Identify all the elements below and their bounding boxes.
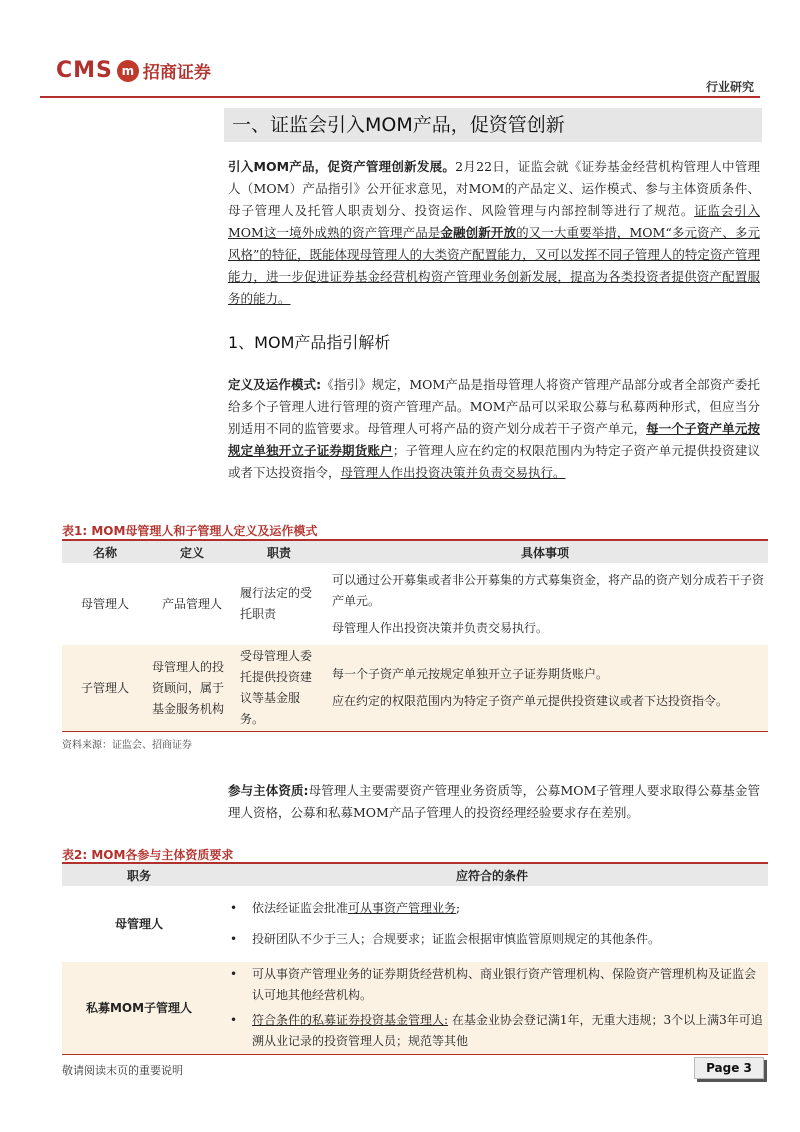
condition-text-post: ; (456, 901, 461, 915)
definition-paragraph (228, 374, 760, 484)
logo-mark-icon: m (117, 60, 139, 82)
table-row (62, 886, 768, 962)
table2-caption: 表2: MOM各参与主体资质要求 (62, 848, 234, 862)
intro-sentence-1: 2月22日，证监会就《证券基金经营机构管理人中管理人（MOM）产品指引》公开征求意见，对MOM的产品定义、运作模式、参与主体资质条件、母子管理人及托管人职责划分、投资运作、风险管理与内部控制等进行了规范。 (228, 159, 760, 218)
table1-header-details: 具体事项 (520, 545, 569, 560)
definition-sentence-4: 母管理人作出投资决策并负责交易执行。 (340, 465, 566, 480)
table2-cell-conditions (216, 964, 768, 1052)
table2-condition-item (226, 929, 764, 950)
logo-chinese: 招商证券 (142, 63, 211, 83)
page-number: Page 3 (694, 1057, 764, 1079)
table2 (62, 862, 768, 1055)
page-header (40, 52, 760, 92)
condition-text: 依法经证监会批准 (252, 901, 349, 915)
header-divider (40, 96, 760, 98)
cms-logo (56, 58, 211, 83)
intro-sentence-2a: 证监会引入MOM这一境外成熟的资产管理产品是 (228, 203, 760, 240)
table1-header-definition: 定义 (179, 545, 204, 560)
table2-cell-conditions (216, 898, 768, 950)
table1-cell-details (322, 570, 768, 639)
condition-underlined: 可从事资产管理业务 (348, 901, 457, 915)
intro-emphasis: 金融创新开放 (440, 225, 517, 240)
definition-emphasis: 每一个子资产单元按规定单独开立子证券期货账户 (228, 421, 760, 458)
qualification-lead: 参与主体资质 (228, 783, 304, 798)
table1-caption: 表1: MOM母管理人和子管理人定义及运作模式 (62, 524, 318, 538)
table1-cell-name: 子管理人 (80, 680, 129, 695)
condition-underlined: 符合条件的私募证券投资基金管理人: (252, 1013, 449, 1027)
section-heading: 一、证监会引入MOM产品，促资管创新 (224, 108, 762, 142)
footer-divider (62, 1054, 226, 1055)
table-row (62, 962, 768, 1054)
intro-sentence-2c: 的又一大重要举措，MOM“多元资产、多元风格”的特征，既能体现母管理人的大类资产配置能力，又可以发挥不同子管理人的特定资产管理能力，进一步促进证券基金经营机构资产管理业务创新发展，提高为各类投资者提供资产配置服务的能力。 (228, 225, 760, 306)
table1-header-duty: 职责 (266, 545, 291, 560)
condition-text: 投研团队不少于三人；合规要求；证监会根据审慎监管原则规定的其他条件。 (252, 932, 661, 946)
definition-colon: : (316, 377, 322, 392)
table2-cell-role: 私募MOM子管理人 (85, 1000, 193, 1015)
condition-text-post: 在基金业协会登记满1年，无重大违规；3个以上满3年可追溯从业记录的投资管理人员；规范等其他 (252, 1013, 763, 1048)
condition-text: 可从事资产管理业务的证券期货经营机构、商业银行资产管理机构、保险资产管理机构及证监会认可地其他经营机构。 (252, 967, 757, 1002)
table2-condition-item (226, 898, 764, 919)
table1-detail-item: 每一个子资产单元按规定单独开立子证券期货账户。 (332, 667, 609, 681)
table2-header-conditions: 应符合的条件 (455, 868, 528, 883)
definition-sentence-3: ；子管理人应在约定的权限范围内为特定子资产单元提供投资建议或者下达投资指令， (228, 443, 760, 480)
intro-lead: 引入MOM产品，促资产管理创新发展。 (228, 159, 456, 174)
table1-source: 资料来源：证监会、招商证券 (62, 740, 192, 751)
report-section-label: 行业研究 (705, 80, 754, 94)
footer-disclaimer-note: 敬请阅读末页的重要说明 (62, 1064, 183, 1077)
qualification-colon: : (303, 783, 309, 798)
table1-header-row (62, 541, 768, 563)
table1-cell-name: 母管理人 (80, 596, 129, 611)
table-row (62, 645, 768, 731)
table2-condition-item (226, 964, 764, 1006)
table1-cell-duty: 受母管理人委托提供投资建议等基金服务。 (240, 649, 313, 726)
intro-paragraph (228, 156, 760, 310)
table1 (62, 539, 768, 732)
table1-detail-item: 母管理人作出投资决策并负责交易执行。 (332, 620, 549, 635)
table2-condition-item (226, 1010, 764, 1052)
definition-sentence-1: 《指引》规定，MOM产品是指母管理人将资产管理产品部分或者全部资产委托给多个子管理人进行管理的资产管理产品。MOM产品可以采取公募与私募两种形式，但应当分别适用不同的监管要求。母管理人可将产品的资产划分成若干子资产单元， (228, 377, 760, 436)
qualification-paragraph (228, 780, 760, 824)
table1-detail-item: 可以通过公开募集或者非公开募集的方式募集资金，将产品的资产划分成若干子资产单元。 (332, 572, 765, 608)
table-row (62, 563, 768, 645)
logo-latin: CMS (56, 58, 113, 83)
subsection-heading: 1、MOM产品指引解析 (228, 333, 391, 352)
table1-cell-details (322, 664, 768, 712)
table2-cell-role: 母管理人 (114, 916, 163, 931)
table1-cell-duty: 履行法定的受托职责 (240, 586, 313, 621)
table1-header-name: 名称 (92, 545, 117, 560)
table2-header-row (62, 864, 768, 886)
qualification-sentence: 母管理人主要需要资产管理业务资质等，公募MOM子管理人要求取得公募基金管理人资格，公募和私募MOM产品子管理人的投资经理经验要求存在差别。 (228, 783, 760, 820)
table1-detail-item: 应在约定的权限范围内为特定子资产单元提供投资建议或者下达投资指令。 (332, 694, 729, 708)
table1-cell-definition: 母管理人的投资顾问，属于基金服务机构 (152, 659, 225, 716)
table1-cell-definition: 产品管理人 (161, 596, 222, 611)
table2-header-role: 职务 (126, 868, 151, 883)
definition-lead: 定义及运作模式 (228, 377, 317, 392)
